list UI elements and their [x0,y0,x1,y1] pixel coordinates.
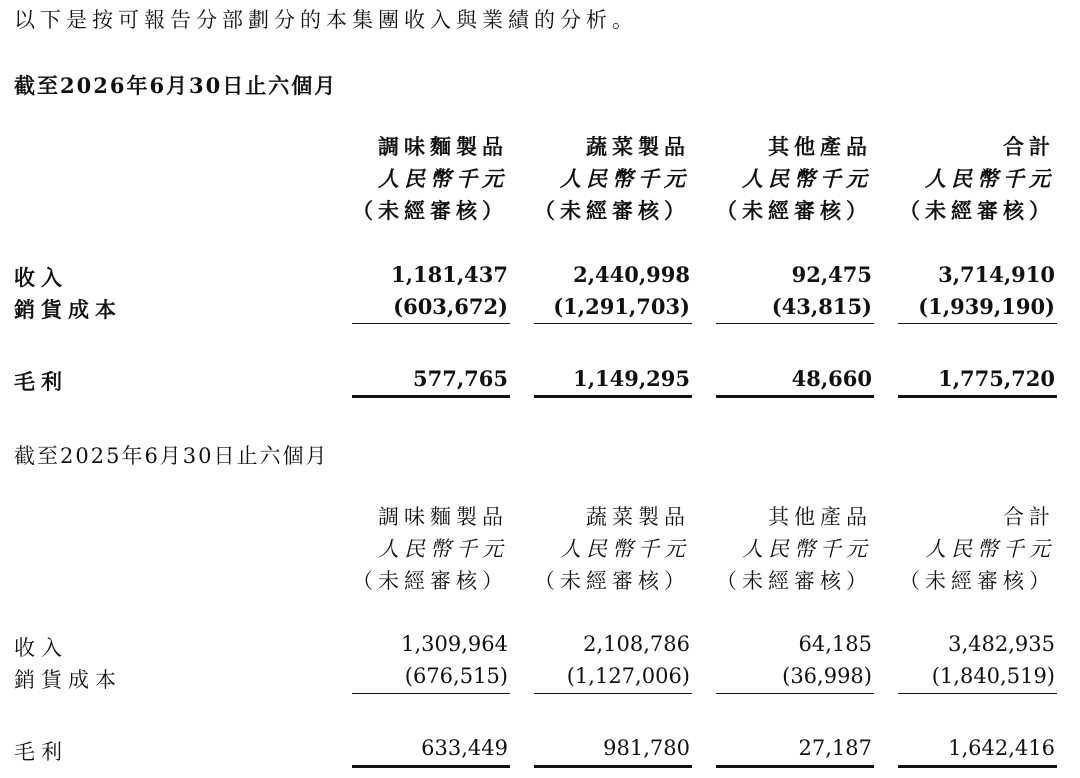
column-header-unit: 人民幣千元 [925,537,1055,561]
column-header [716,501,872,597]
subtotal-rule [716,323,874,324]
cost-of-sales-value: (1,939,190) [918,294,1055,319]
column-header-unit: 人民幣千元 [925,166,1055,191]
subtotal-rule [352,323,510,324]
cost-of-sales-value: (1,840,519) [931,664,1055,688]
column-header-unit: 人民幣千元 [378,166,508,191]
column-header-name: 其他產品 [768,505,872,529]
column-header [352,501,508,597]
column-header-name: 調味麵製品 [378,134,508,159]
gross-profit-value: 1,149,295 [573,366,690,391]
gross-profit-value: 1,775,720 [938,366,1055,391]
column-header-unit: 人民幣千元 [378,537,508,561]
subtotal-rule [898,693,1057,694]
total-rule [716,395,874,398]
column-header-note: （未經審核） [716,569,872,593]
revenue-value: 3,714,910 [938,262,1055,287]
column-header-name: 合計 [1003,134,1055,159]
column-header [352,131,508,227]
subtotal-rule [716,693,874,694]
gross-profit-value: 27,187 [798,736,872,760]
column-header-note: （未經審核） [716,198,872,223]
revenue-value: 1,309,964 [401,632,508,656]
gross-profit-label: 毛利 [14,740,68,764]
column-header-note: （未經審核） [352,198,508,223]
column-header-note: （未經審核） [534,198,690,223]
column-header [534,501,690,597]
column-header-name: 調味麵製品 [378,505,508,529]
subtotal-rule [534,323,692,324]
column-header-name: 合計 [1003,505,1055,529]
cost-of-sales-value: (1,291,703) [553,294,690,319]
period-heading: 截至2026年6月30日止六個月 [14,73,338,98]
total-rule [898,395,1057,398]
revenue-value: 92,475 [791,262,872,287]
column-header-unit: 人民幣千元 [742,537,872,561]
column-header-note: （未經審核） [534,569,690,593]
revenue-value: 2,440,998 [573,262,690,287]
column-header [899,131,1055,227]
revenue-value: 64,185 [798,632,872,656]
cost-of-sales-value: (1,127,006) [566,664,690,688]
column-header-name: 蔬菜製品 [586,505,690,529]
column-header-note: （未經審核） [899,569,1055,593]
column-header-name: 其他產品 [768,134,872,159]
revenue-value: 3,482,935 [948,632,1055,656]
gross-profit-value: 981,780 [603,736,690,760]
revenue-value: 1,181,437 [391,262,508,287]
revenue-label: 收入 [14,636,68,660]
subtotal-rule [352,693,510,694]
total-rule [898,765,1057,768]
column-header [534,131,690,227]
revenue-label: 收入 [14,265,68,290]
total-rule [534,765,692,768]
column-header-name: 蔬菜製品 [586,134,690,159]
total-rule [352,395,510,398]
subtotal-rule [534,693,692,694]
column-header [716,131,872,227]
total-rule [716,765,874,768]
cost-of-sales-value: (676,515) [404,664,508,688]
column-header [899,501,1055,597]
gross-profit-label: 毛利 [14,369,68,394]
total-rule [534,395,692,398]
gross-profit-value: 1,642,416 [948,736,1055,760]
subtotal-rule [898,323,1057,324]
cost-of-sales-value: (603,672) [393,294,508,319]
period-heading: 截至2025年6月30日止六個月 [14,444,329,468]
column-header-note: （未經審核） [352,569,508,593]
column-header-note: （未經審核） [899,198,1055,223]
revenue-value: 2,108,786 [583,632,690,656]
gross-profit-value: 633,449 [421,736,508,760]
cost-of-sales-label: 銷貨成本 [14,297,122,322]
cost-of-sales-label: 銷貨成本 [14,668,122,692]
column-header-unit: 人民幣千元 [560,537,690,561]
cost-of-sales-value: (36,998) [782,664,872,688]
column-header-unit: 人民幣千元 [560,166,690,191]
total-rule [352,765,510,768]
cost-of-sales-value: (43,815) [771,294,872,319]
gross-profit-value: 577,765 [413,366,508,391]
column-header-unit: 人民幣千元 [742,166,872,191]
gross-profit-value: 48,660 [791,366,872,391]
intro-text: 以下是按可報告分部劃分的本集團收入與業績的分析。 [14,8,638,32]
